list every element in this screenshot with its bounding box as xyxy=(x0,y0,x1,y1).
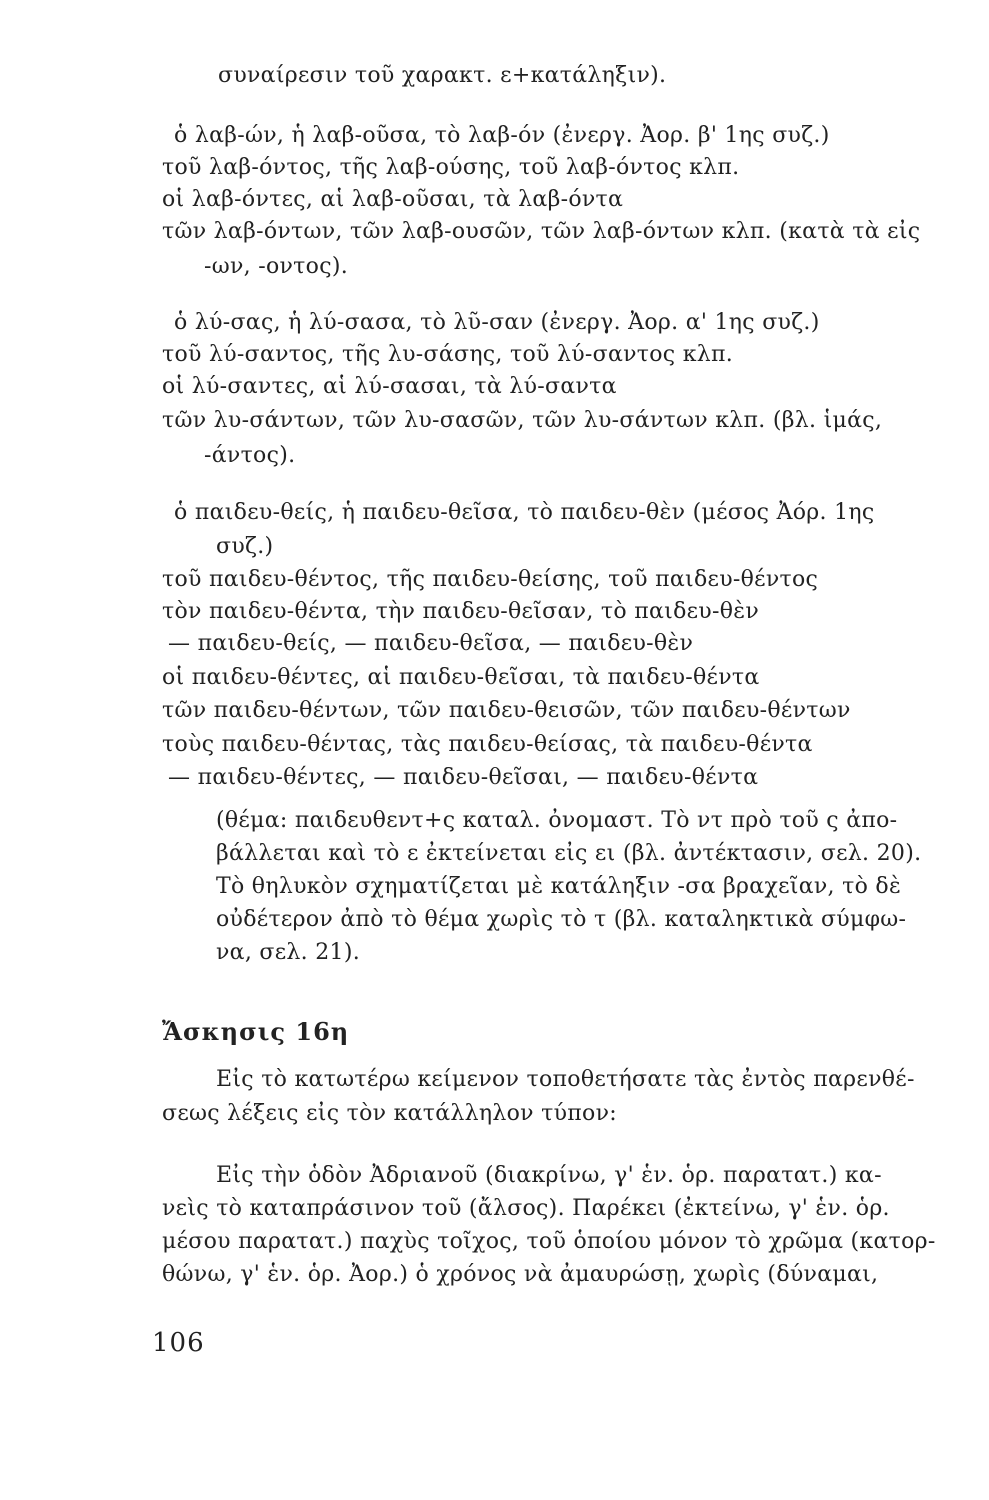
text-line: — παιδευ-θείς, — παιδευ-θεῖσα, — παιδευ-θὲν xyxy=(168,631,694,656)
text-line: οἱ παιδευ-θέντες, αἱ παιδευ-θεῖσαι, τὰ παιδευ-θέντα xyxy=(162,665,760,690)
exercise-heading: Ἄσκησις 16η xyxy=(162,1017,350,1046)
text-line: νεὶς τὸ καταπράσινον τοῦ (ἄλσος). Παρέκει (ἐκτείνω, γ' ἑν. ὁρ. xyxy=(162,1196,890,1221)
text-line: τοὺς παιδευ-θέντας, τὰς παιδευ-θείσας, τὰ παιδευ-θέντα xyxy=(162,732,813,757)
text-line: -άντος). xyxy=(204,443,296,468)
text-line: οἱ λύ-σαντες, αἱ λύ-σασαι, τὰ λύ-σαντα xyxy=(162,374,617,399)
text-line: τὸν παιδευ-θέντα, τὴν παιδευ-θεῖσαν, τὸ παιδευ-θὲν xyxy=(162,599,760,624)
text-line: τοῦ παιδευ-θέντος, τῆς παιδευ-θείσης, τοῦ παιδευ-θέντος xyxy=(162,567,819,592)
text-line: συναίρεσιν τοῦ χαρακτ. ε+κατάληξιν). xyxy=(218,63,667,88)
text-line: τοῦ λύ-σαντος, τῆς λυ-σάσης, τοῦ λύ-σαντος κλπ. xyxy=(162,342,734,367)
text-line: ὁ λύ-σας, ἡ λύ-σασα, τὸ λῦ-σαν (ἐνεργ. Ἀορ. α' 1ης συζ.) xyxy=(174,310,820,335)
text-line: ὁ λαβ-ών, ἡ λαβ-οῦσα, τὸ λαβ-όν (ἐνεργ. Ἀορ. β' 1ης συζ.) xyxy=(174,123,830,148)
text-line: -ων, -οντος). xyxy=(204,254,348,279)
text-line: τῶν λαβ-όντων, τῶν λαβ-ουσῶν, τῶν λαβ-όντων κλπ. (κατὰ τὰ εἰς xyxy=(162,219,921,244)
text-line: μέσου παρατατ.) παχὺς τοῖχος, τοῦ ὁποίου μόνον τὸ χρῶμα (κατορ- xyxy=(162,1229,936,1254)
text-line: (θέμα: παιδευθεντ+ς καταλ. ὀνομαστ. Τὸ ντ πρὸ τοῦ ς ἀπο- xyxy=(216,808,898,833)
text-line: θώνω, γ' ἑν. ὁρ. Ἀορ.) ὁ χρόνος νὰ ἀμαυρώσῃ, χωρὶς (δύναμαι, xyxy=(162,1262,879,1287)
text-line: Τὸ θηλυκὸν σχηματίζεται μὲ κατάληξιν -σα βραχεῖαν, τὸ δὲ xyxy=(216,874,902,899)
text-line: ὁ παιδευ-θείς, ἡ παιδευ-θεῖσα, τὸ παιδευ-θὲν (μέσος Ἀόρ. 1ης xyxy=(174,500,875,525)
text-line: βάλλεται καὶ τὸ ε ἐκτείνεται εἰς ει (βλ. ἀντέκτασιν, σελ. 20). xyxy=(216,841,922,866)
text-line: σεως λέξεις εἰς τὸν κατάλληλον τύπον: xyxy=(162,1101,617,1126)
text-line: τῶν παιδευ-θέντων, τῶν παιδευ-θεισῶν, τῶν παιδευ-θέντων xyxy=(162,698,851,723)
text-line: οὐδέτερον ἀπὸ τὸ θέμα χωρὶς τὸ τ (βλ. καταληκτικὰ σύμφω- xyxy=(216,907,907,932)
text-line: συζ.) xyxy=(216,534,274,559)
page-number: 106 xyxy=(152,1328,205,1358)
text-line: τῶν λυ-σάντων, τῶν λυ-σασῶν, τῶν λυ-σάντων κλπ. (βλ. ἱμάς, xyxy=(162,408,883,433)
text-line: οἱ λαβ-όντες, αἱ λαβ-οῦσαι, τὰ λαβ-όντα xyxy=(162,187,624,212)
text-line: Εἰς τὴν ὁδὸν Ἀδριανοῦ (διακρίνω, γ' ἑν. ὁρ. παρατατ.) κα- xyxy=(216,1163,882,1188)
text-line: — παιδευ-θέντες, — παιδευ-θεῖσαι, — παιδευ-θέντα xyxy=(168,765,759,790)
text-line: να, σελ. 21). xyxy=(216,940,361,965)
text-line: τοῦ λαβ-όντος, τῆς λαβ-ούσης, τοῦ λαβ-όντος κλπ. xyxy=(162,155,740,180)
text-line: Εἰς τὸ κατωτέρω κείμενον τοποθετήσατε τὰς ἐντὸς παρενθέ- xyxy=(216,1067,915,1092)
